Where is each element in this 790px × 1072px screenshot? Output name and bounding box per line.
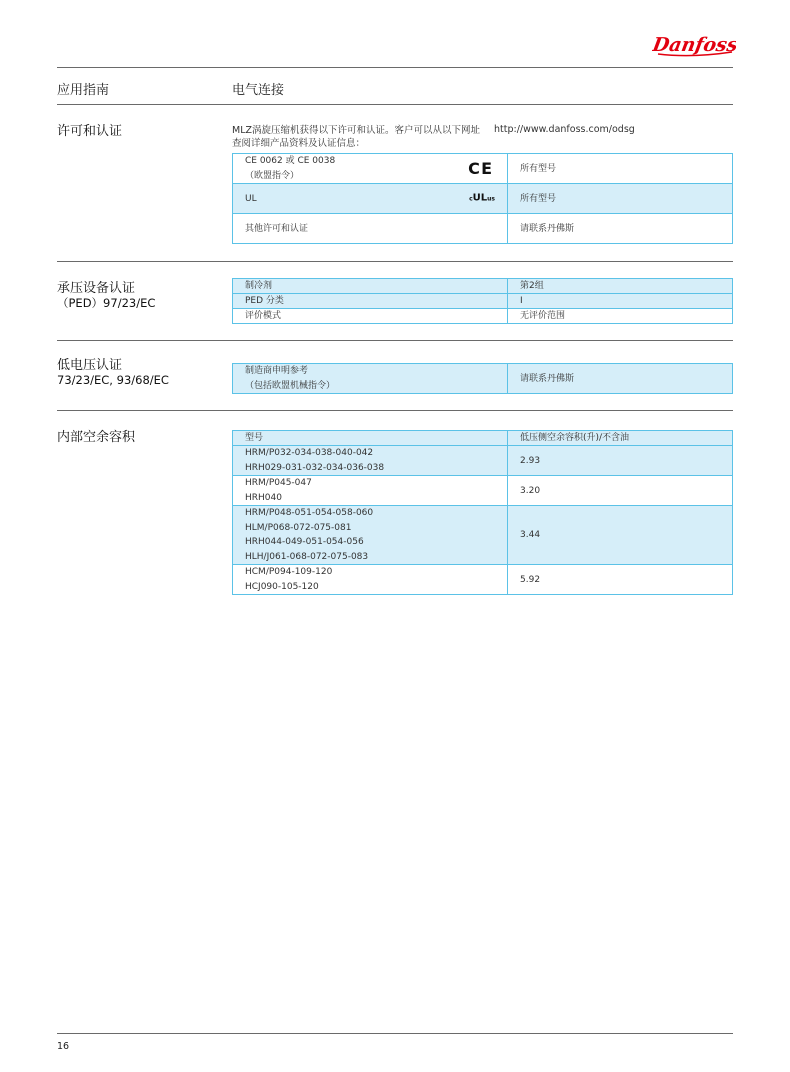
section-rule — [57, 340, 733, 341]
model-line: HLH/J061-068-072-075-083 — [245, 551, 369, 562]
lvd-table — [232, 363, 733, 394]
volume-header-value: 低压侧空余容积(升)/不含油 — [508, 431, 733, 446]
ce-label: CE 0062 或 CE 0038 — [245, 156, 336, 166]
approvals-table — [232, 153, 733, 244]
lvd-title: 低电压认证 — [57, 358, 123, 373]
ped-row-label: 制冷剂 — [233, 279, 508, 294]
ce-value: 所有型号 — [508, 154, 733, 184]
other-approvals-label: 其他许可和认证 — [233, 214, 508, 244]
model-line: HRM/P045-047 — [245, 478, 312, 488]
section-rule — [57, 410, 733, 411]
model-line: HRM/P048-051-054-058-060 — [245, 508, 374, 518]
model-line: HCM/P094-109-120 — [245, 567, 333, 577]
ped-subtitle: （PED）97/23/EC — [57, 296, 156, 310]
volume-table — [232, 430, 733, 595]
ce-sublabel: （欧盟指令） — [245, 170, 300, 181]
model-line: HRH044-049-051-054-056 — [245, 537, 364, 547]
ped-table — [232, 278, 733, 324]
lvd-sublabel: （包括欧盟机械指令） — [245, 380, 336, 391]
header-rule-bottom — [57, 104, 733, 105]
volume-title: 内部空余容积 — [57, 430, 136, 445]
header-left-title: 应用指南 — [57, 83, 110, 98]
model-line: HRM/P032-034-038-040-042 — [245, 448, 374, 458]
approvals-intro: MLZ涡旋压缩机获得以下许可和认证。客户可以从以下网址查阅详细产品资料及认证信息： — [232, 125, 480, 149]
model-line: HRH029-031-032-034-036-038 — [245, 462, 385, 473]
lvd-subtitle: 73/23/EC, 93/68/EC — [57, 373, 169, 387]
table-row — [233, 565, 733, 595]
table-row — [233, 279, 733, 294]
ce-mark-icon: C E — [468, 158, 491, 178]
ped-row-value: 第2组 — [508, 279, 733, 294]
ped-title: 承压设备认证 — [57, 281, 136, 296]
page-number: 16 — [57, 1041, 70, 1052]
danfoss-logo — [652, 27, 736, 61]
volume-header-model: 型号 — [233, 431, 508, 446]
table-row — [233, 476, 733, 506]
table-row — [233, 214, 733, 244]
model-line: HCJ090-105-120 — [245, 581, 319, 592]
table-row — [233, 309, 733, 324]
approvals-title: 许可和认证 — [57, 124, 123, 139]
table-row — [233, 154, 733, 184]
table-header-row — [233, 431, 733, 446]
ul-value: 所有型号 — [508, 184, 733, 214]
ul-mark-icon: cULus — [469, 192, 495, 203]
table-row — [233, 364, 733, 394]
model-line: HRH040 — [245, 492, 282, 503]
model-line: HLM/P068-072-075-081 — [245, 522, 352, 533]
volume-value: 3.20 — [508, 476, 733, 506]
header-rule-top — [57, 67, 733, 68]
ped-row-value: 无评价范围 — [508, 309, 733, 324]
section-rule — [57, 261, 733, 262]
ped-row-label: PED 分类 — [233, 294, 508, 309]
volume-value: 2.93 — [508, 446, 733, 476]
lvd-label: 制造商申明参考 — [245, 366, 309, 376]
header-right-title: 电气连接 — [232, 83, 285, 98]
volume-value: 3.44 — [508, 506, 733, 565]
ped-row-label: 评价模式 — [233, 309, 508, 324]
svg-text:Danfoss: Danfoss — [652, 33, 736, 56]
other-approvals-value: 请联系丹佛斯 — [508, 214, 733, 244]
lvd-value: 请联系丹佛斯 — [508, 364, 733, 394]
table-row — [233, 294, 733, 309]
ul-label: UL — [245, 193, 257, 204]
volume-value: 5.92 — [508, 565, 733, 595]
table-row — [233, 446, 733, 476]
table-row — [233, 184, 733, 214]
ped-row-value: I — [508, 294, 733, 309]
table-row — [233, 506, 733, 565]
approvals-url-link[interactable]: http://www.danfoss.com/odsg — [494, 124, 635, 135]
footer-rule — [57, 1033, 733, 1034]
